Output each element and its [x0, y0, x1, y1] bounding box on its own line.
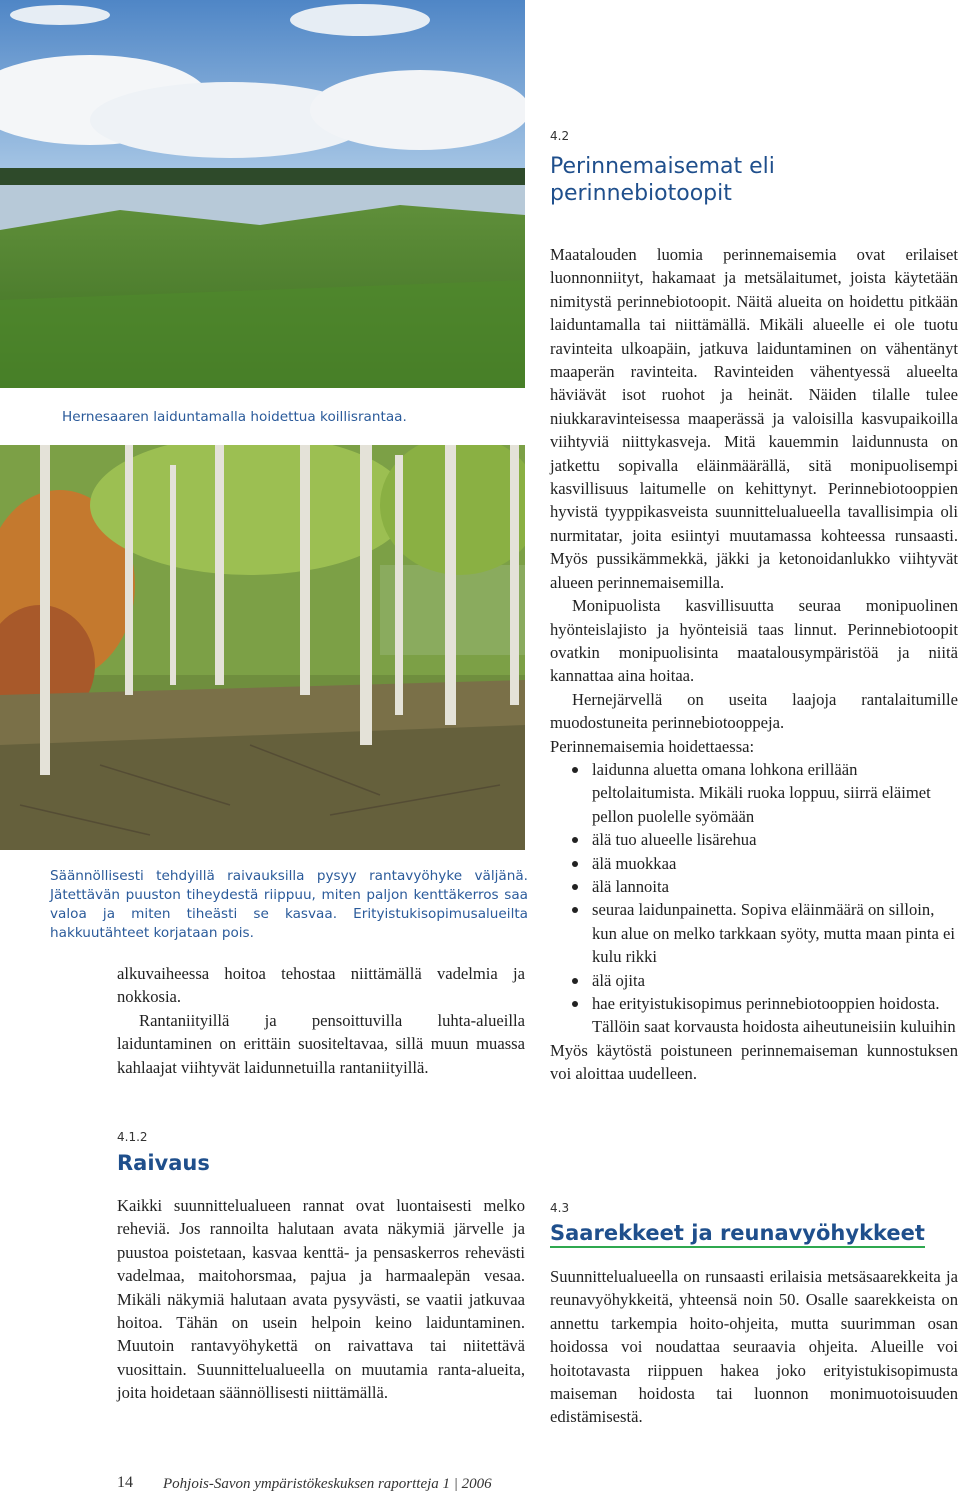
list-intro: Perinnemaisemia hoidettaessa: [550, 736, 755, 756]
paragraph-perinnemaisemat-2: Monipuolista kasvillisuutta seuraa monipuolinen hyönteislajisto ja hyönteisiä taas linnut. Perinnebiotoopit ovatkin monipuolisinta maatalousympäristöä ja niitä kannattaa aina hoitaa. [550, 596, 958, 686]
section-number-perinnemaisemat: 4.2 [550, 129, 570, 143]
list-item: älä muokkaa [550, 852, 958, 875]
list-item: älä ojita [550, 969, 958, 992]
section-title-raivaus: Raivaus [117, 1151, 210, 1175]
section-title-saarekkeet: Saarekkeet ja reunavyöhykkeet [550, 1221, 925, 1248]
paragraph-saarekkeet: Suunnittelualueella on runsaasti erilaisia metsäsaarekkeita ja reunavyöhykkeitä, yhteensä noin 50. Osalle saarekkeista on annettu tarkempia hoito-ohjeita, mutta suurimman osan hoidossa voi noudattaa seuraavia ohjeita. Alueille voi hoitotavasta riippuen hakea joko erityistukisopimusta maiseman hoidosta tai luonnon monimuotoisuuden edistämisestä. [550, 1267, 958, 1427]
section-title-perinnemaisemat: Perinnemaisemat eli perinnebiotoopit [550, 154, 775, 206]
paragraph-perinnemaisemat-3: Hernejärvellä on useita laajoja rantalaitumille muodostuneita perinnebiotooppeja. [550, 689, 958, 733]
paragraph-after-list: Myös käytöstä poistuneen perinnemaiseman kunnostuksen voi aloittaa uudelleen. [550, 1040, 958, 1084]
photo-top-caption: Hernesaaren laiduntamalla hoidettua koillisrantaa. [62, 409, 407, 425]
right-column-saarekkeet [550, 1265, 958, 1429]
publication-title: Pohjois-Savon ympäristökeskuksen raportteja 1 | 2006 [163, 1476, 492, 1492]
section-number-raivaus: 4.1.2 [117, 1130, 148, 1144]
paragraph-perinnemaisemat-1: Maatalouden luomia perinnemaisemia ovat erilaiset luonnonniityt, hakamaat ja metsälaitumet, joista käytetään nimitystä perinnebiotoopit. Näitä alueita on hoidettu pitkään laiduntamalla tai niittämällä. Mikäli alueelle ei ole tuotu ravinteita ulkoapäin, jatkuva laiduntaminen on vähentänyt maaperän ravinteita. Ravinteiden vähentyessä alueelta häviävät isot ruohot ja heinät. Näiden tilalle tulee niukkaravinteisessa maaperässä ja valoisilla kasvupaikoilla viihtyviä niittykasveja. Mitä kauemmin laidunnusta on jatkettu sopivalla eläinmäärällä, sitä monipuolisempi kasvillisuus laitumelle on kehittynyt. Perinnebiotooppien hyvistä tyyppikasveista suunnittelualueella tavallisimpia oli nurmitatar, joita esiintyi muutamassa kohteessa runsaasti. Myös pussikämmekkä, jäkki ja ketonoidanlukko viihtyvät alueen perinnemaisemilla. [550, 245, 958, 592]
page-number: 14 [117, 1474, 133, 1491]
left-column [117, 962, 525, 1079]
paragraph-raivaus: Kaikki suunnittelualueen rannat ovat luontaisesti melko reheviä. Jos rannoilta halutaan avata näkymiä järvelle ja puustoa poistetaan, kasvaa kenttä- ja pensaskerros rehevästi vadelmaa, maitohorsmaa, pajua ja harmaalepän vesaa. Mikäli näkymiä halutaan avata pysyvästi, se vaatii jatkuvaa hoitoa. Tähän on usein helpoin keino laiduntaminen. Muutoin rantavyöhykettä on raivattava tai niitettävä vuosittain. Suunnittelualueella on muutamia ranta-alueita, joita hoidetaan säännöllisesti niittämällä. [117, 1196, 525, 1403]
paragraph-rantaniityt: Rantaniityillä ja pensoittuvilla luhta-alueilla laiduntaminen on erittäin suositeltavaa, sillä muun muassa kahlaajat viihtyvät laidunnetuilla rantaniityillä. [117, 1010, 525, 1077]
photo-lakeshore-meadow [0, 0, 525, 388]
list-item: laidunna aluetta omana lohkona erillään peltolaitumista. Mikäli ruoka loppuu, siirrä eläimet pellon puolelle syömään [550, 758, 958, 828]
list-item: älä lannoita [550, 875, 958, 898]
list-item: seuraa laidunpainetta. Sopiva eläinmäärä on silloin, kun alue on melko tarkkaan syöty, mutta maan pinta ei kulu rikki [550, 898, 958, 968]
right-column [550, 243, 958, 1086]
left-column-raivaus [117, 1194, 525, 1405]
list-item: älä tuo alueelle lisärehua [550, 828, 958, 851]
photo-cleared-shore-forest [0, 445, 525, 850]
care-instructions-list [550, 758, 958, 1039]
paragraph-intro: alkuvaiheessa hoitoa tehostaa niittämällä vadelmia ja nokkosia. [117, 964, 525, 1007]
list-item: hae erityistukisopimus perinnebiotooppien hoidosta. Tällöin saat korvausta hoidosta aiheutuneisiin kuluihin [550, 992, 958, 1039]
photo-bottom-caption: Säännöllisesti tehdyillä raivauksilla pysyy rantavyöhyke väljänä. Jätettävän puuston tiheydestä riippuu, miten paljon kenttäkerros saa valoa ja miten tiheästi se kasvaa. Erityistukisopimusalueilta hakkuutähteet korjataan pois. [50, 868, 528, 941]
section-number-saarekkeet: 4.3 [550, 1201, 570, 1215]
